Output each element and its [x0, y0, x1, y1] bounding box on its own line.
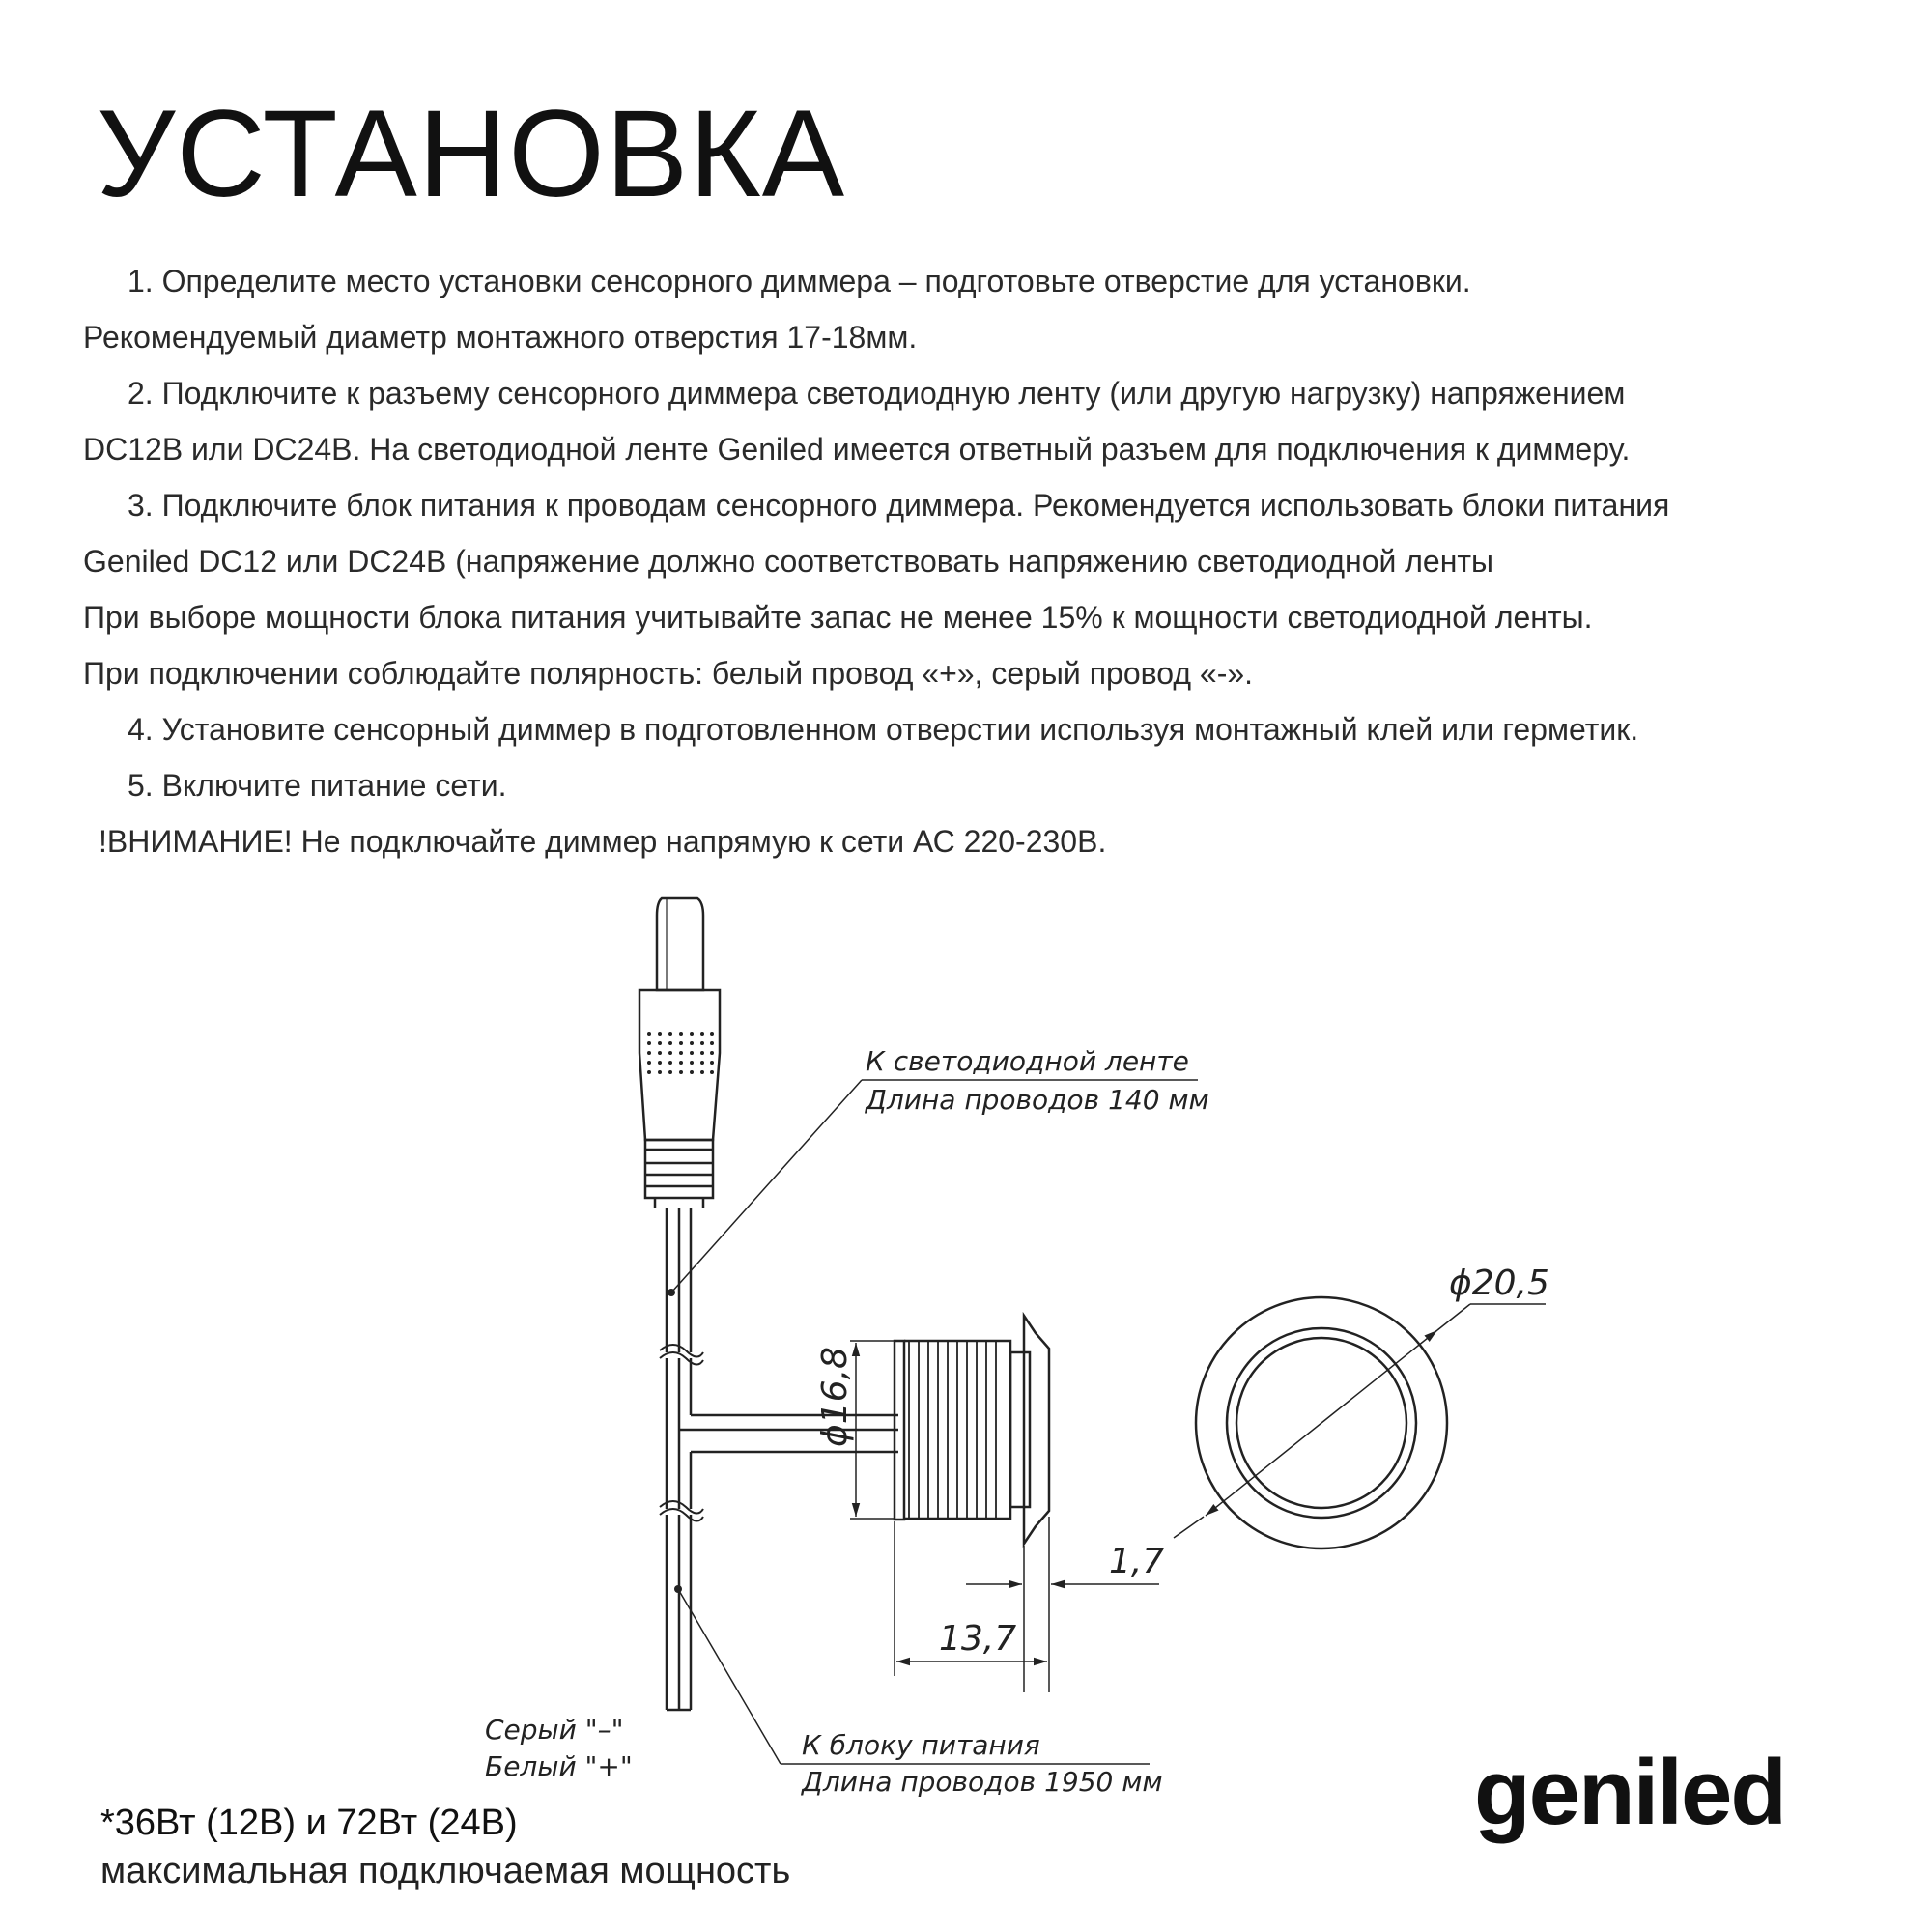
power-note-values: *36Вт (12В) и 72Вт (24В): [100, 1803, 518, 1843]
dimmer-side-view: [895, 1316, 1049, 1544]
dim-label-flange-thickness: 1,7: [1109, 1542, 1165, 1581]
warning-line: !ВНИМАНИЕ! Не подключайте диммер напрямую к сети АС 220-230В.: [99, 824, 1107, 859]
instruction-line: 3. Подключите блок питания к проводам сенсорного диммера. Рекомендуется использовать блоки питания: [128, 488, 1670, 523]
technical-drawing: [0, 869, 1932, 1835]
label-white-wire: Белый "+": [485, 1750, 633, 1782]
instruction-line: При подключении соблюдайте полярность: белый провод «+», серый провод «-».: [83, 656, 1254, 691]
instruction-list: [83, 253, 1899, 869]
dim-label-face-diameter: ϕ20,5: [1449, 1264, 1549, 1303]
leader-dot: [668, 1289, 675, 1296]
dc-plug-connector: [639, 898, 720, 1208]
leader-dot: [674, 1585, 682, 1593]
instruction-line: 1. Определите место установки сенсорного диммера – подготовьте отверстие для установки.: [128, 264, 1471, 298]
instruction-line: 5. Включите питание сети.: [128, 768, 507, 803]
wire-pair: [660, 1208, 898, 1710]
power-note: [100, 1801, 790, 1893]
page-title: УСТАНОВКА: [97, 85, 846, 223]
label-grey-wire: Серый "–": [485, 1714, 624, 1746]
label-power-supply: К блоку питания: [802, 1729, 1040, 1761]
instruction-line: 2. Подключите к разъему сенсорного диммера светодиодную ленту (или другую нагрузку) напряжением: [128, 376, 1626, 411]
instruction-line: Geniled DC12 или DC24В (напряжение должно соответствовать напряжению светодиодной ленты: [83, 544, 1494, 579]
plug-grip-dots: [647, 1032, 714, 1074]
logo-wordmark: geniled: [1474, 1741, 1786, 1844]
instruction-line: При выборе мощности блока питания учитывайте запас не менее 15% к мощности светодиодной ленты.: [83, 600, 1593, 635]
dim-label-body-length: 13,7: [939, 1619, 1017, 1659]
power-note-caption: максимальная подключаемая мощность: [100, 1851, 791, 1891]
instruction-line: DC12В или DC24В. На светодиодной ленте Geniled имеется ответный разъем для подключения к диммеру.: [83, 432, 1631, 467]
instruction-line: 4. Установите сенсорный диммер в подготовленном отверстии используя монтажный клей или герметик.: [128, 712, 1639, 747]
instruction-line: Рекомендуемый диаметр монтажного отверстия 17-18мм.: [83, 320, 918, 355]
label-led-strip-length: Длина проводов 140 мм: [866, 1084, 1209, 1116]
label-led-strip: К светодиодной ленте: [866, 1045, 1189, 1077]
geniled-logo: [1468, 1739, 1835, 1864]
label-power-supply-length: Длина проводов 1950 мм: [802, 1766, 1163, 1798]
dim-label-body-diameter: ϕ16,8: [815, 1347, 855, 1447]
